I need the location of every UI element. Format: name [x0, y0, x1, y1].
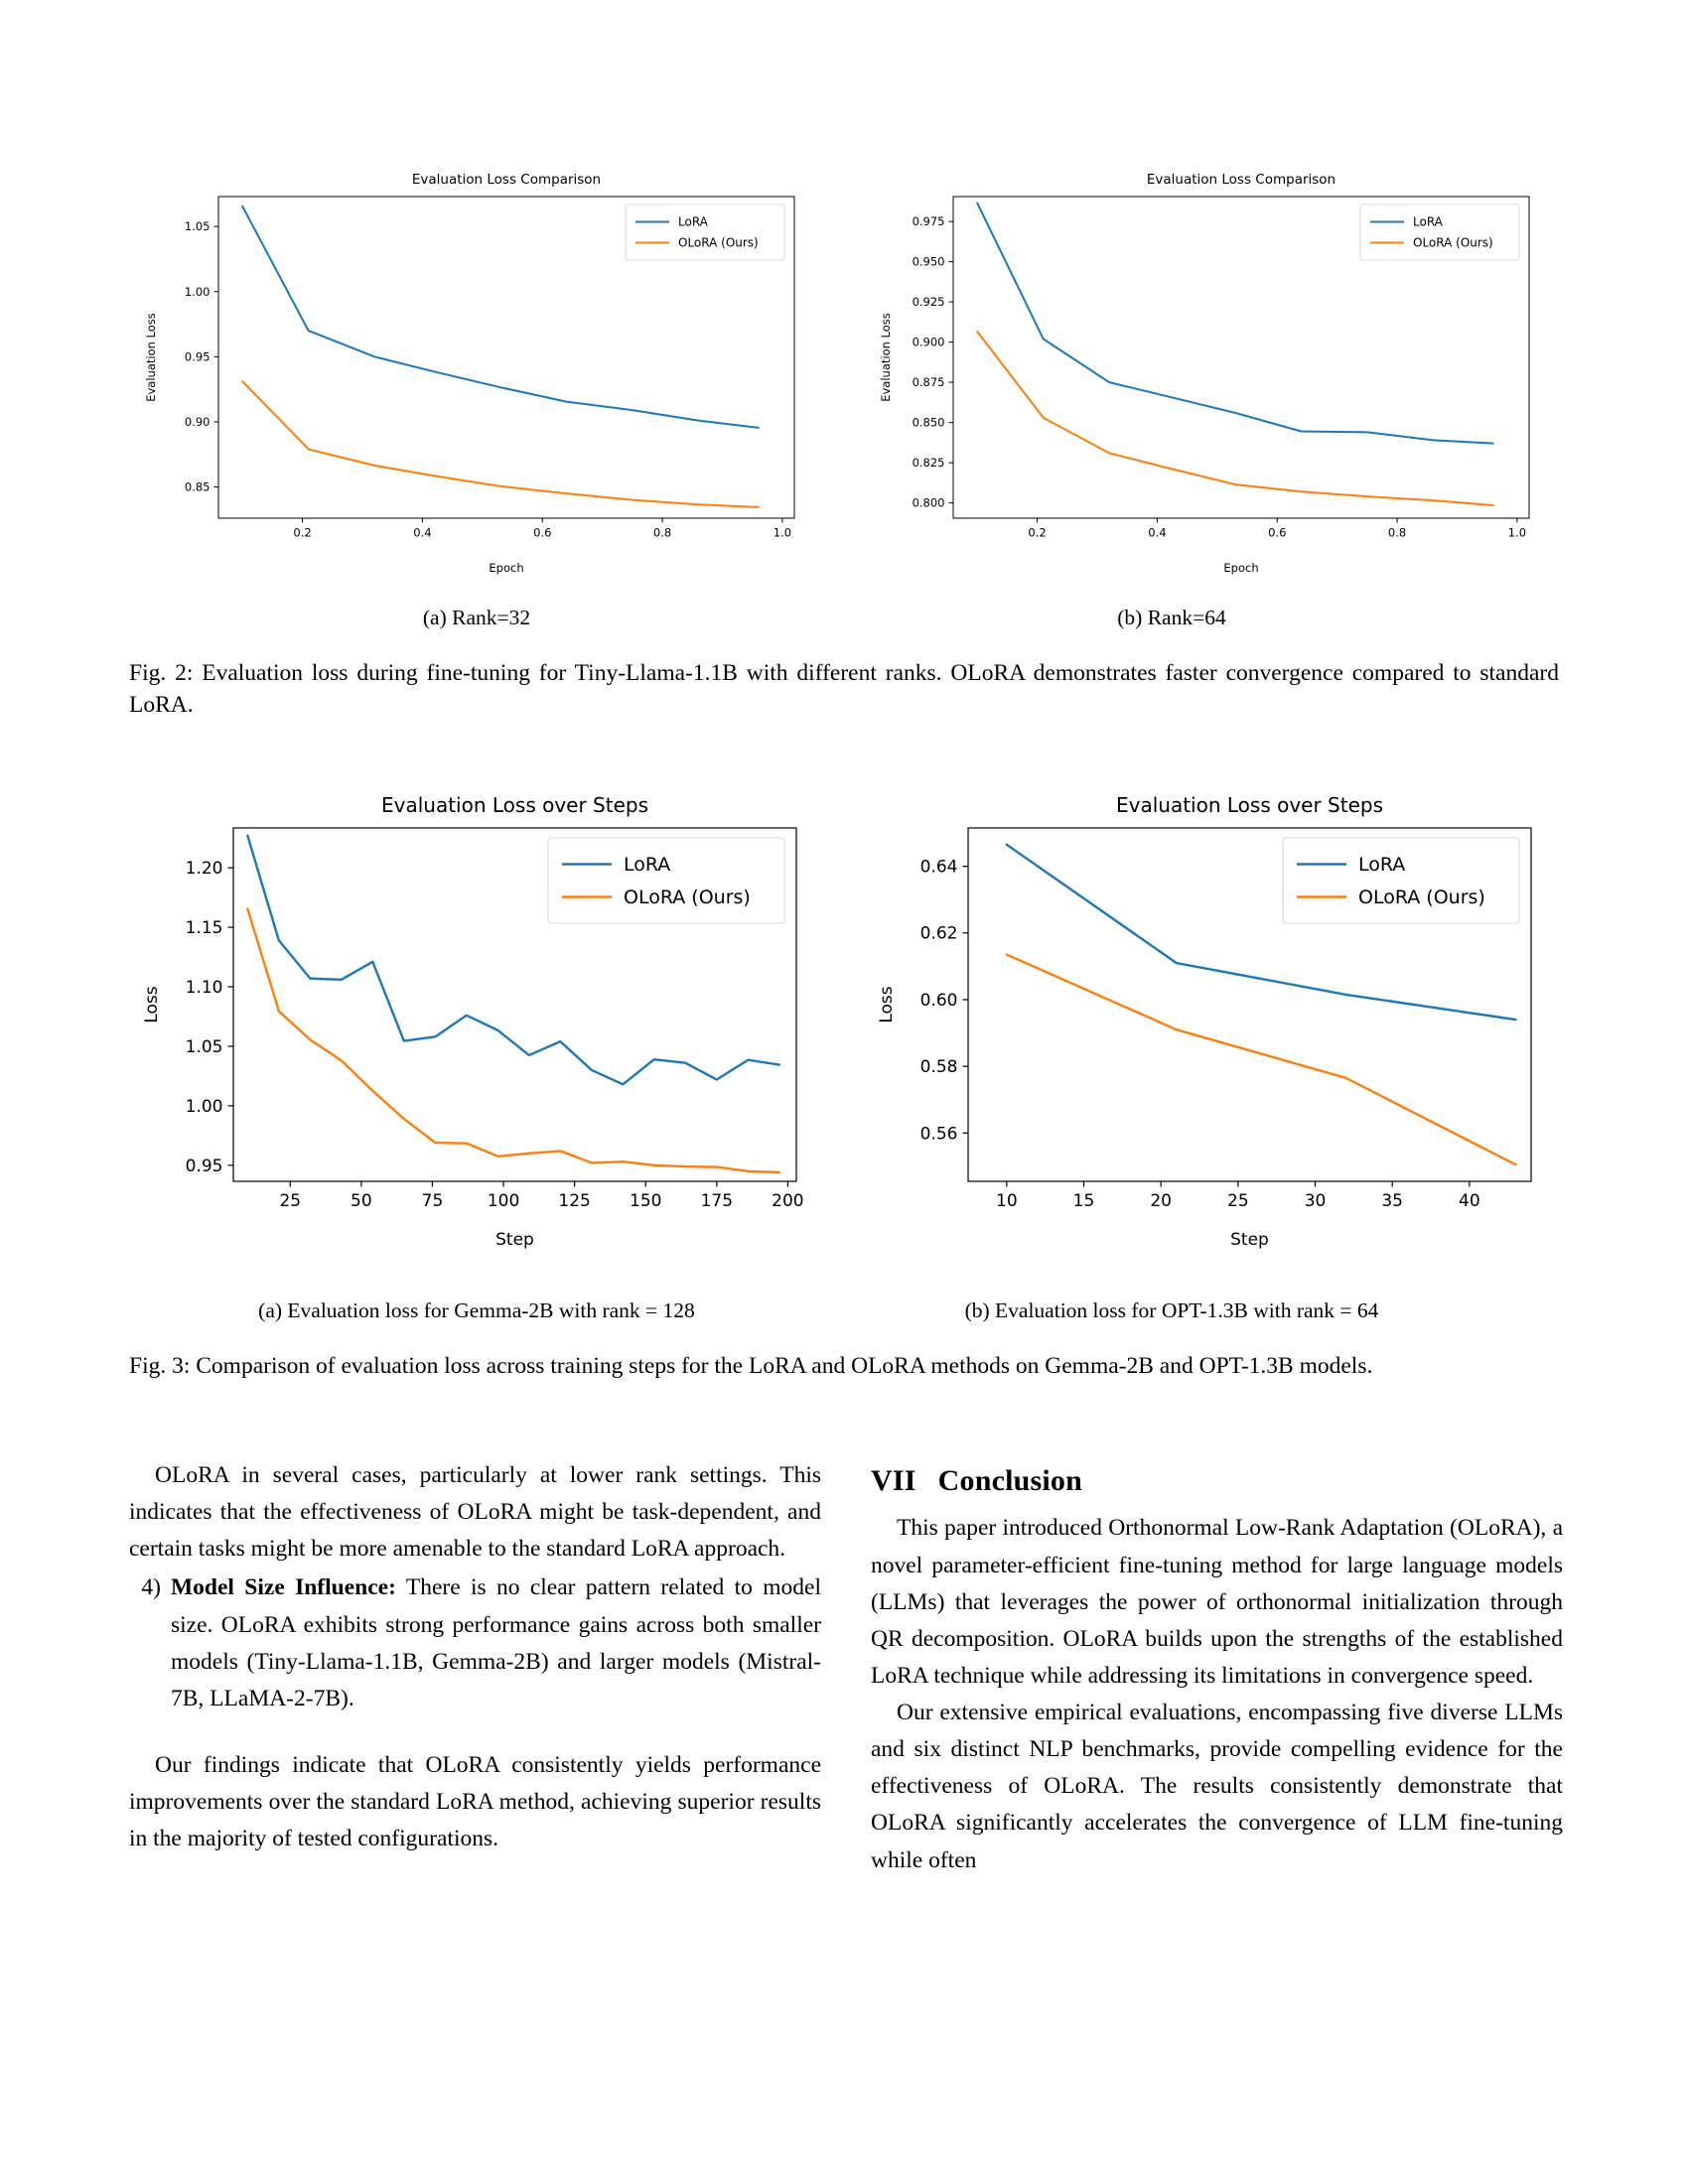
svg-text:1.05: 1.05	[184, 219, 211, 234]
svg-text:Step: Step	[1230, 1230, 1269, 1250]
svg-text:LoRA: LoRA	[678, 214, 708, 229]
svg-text:0.56: 0.56	[919, 1124, 958, 1145]
svg-text:Evaluation Loss: Evaluation Loss	[144, 313, 158, 402]
subcaption-fig2b: (b) Rank=64	[1117, 606, 1226, 629]
svg-text:0.2: 0.2	[1028, 525, 1047, 540]
svg-text:35: 35	[1381, 1190, 1404, 1211]
svg-text:100: 100	[487, 1190, 520, 1211]
subcaption-fig2a: (a) Rank=32	[422, 606, 531, 629]
svg-text:OLoRA (Ours): OLoRA (Ours)	[1413, 235, 1493, 250]
svg-text:0.64: 0.64	[919, 857, 958, 878]
section-heading-conclusion	[871, 1457, 1563, 1504]
svg-text:20: 20	[1150, 1190, 1172, 1211]
figure-2-subcaptions	[129, 606, 1559, 630]
svg-text:OLoRA (Ours): OLoRA (Ours)	[1358, 887, 1485, 909]
svg-text:1.05: 1.05	[185, 1036, 223, 1057]
svg-text:0.62: 0.62	[919, 923, 958, 944]
enum-marker: 4)	[141, 1574, 161, 1601]
subcaption-fig3b: (b) Evaluation loss for OPT-1.3B with rank = 64	[964, 1298, 1379, 1322]
figure-2-caption: Fig. 2: Evaluation loss during fine-tuning for Tiny-Llama-1.1B with different ranks. OLoRA demonstrates faster convergence compared to standard LoRA.	[129, 660, 1559, 719]
svg-text:Evaluation Loss: Evaluation Loss	[879, 313, 893, 402]
svg-text:175: 175	[700, 1190, 734, 1211]
svg-text:0.4: 0.4	[1148, 525, 1167, 540]
svg-text:25: 25	[1227, 1190, 1249, 1211]
chart-cell-fig2b	[864, 149, 1559, 586]
figure-3-subcaptions	[129, 1298, 1559, 1323]
svg-text:0.850: 0.850	[912, 415, 945, 430]
svg-text:200: 200	[772, 1190, 804, 1211]
svg-text:1.00: 1.00	[184, 284, 211, 299]
svg-text:0.60: 0.60	[919, 990, 958, 1011]
svg-text:LoRA: LoRA	[1413, 214, 1443, 229]
svg-text:0.8: 0.8	[1387, 525, 1407, 540]
svg-text:0.8: 0.8	[652, 525, 672, 540]
svg-text:0.4: 0.4	[413, 525, 432, 540]
svg-text:Evaluation Loss Comparison: Evaluation Loss Comparison	[1146, 172, 1336, 188]
paragraph-conclusion-2: Our extensive empirical evaluations, encompassing five diverse LLMs and six distinct NLP benchmarks, provide compelling evidence for the effectiveness of OLoRA. The results consistently demonstrate that OLoRA significantly accelerates the convergence of LLM fine-tuning while often	[871, 1700, 1563, 1873]
chart-fig3b-opt13b	[864, 774, 1559, 1261]
svg-text:1.20: 1.20	[185, 859, 223, 880]
svg-text:25: 25	[279, 1190, 302, 1211]
chart-cell-fig3a	[129, 774, 824, 1261]
svg-text:1.0: 1.0	[773, 525, 792, 540]
chart-fig2a-rank32	[129, 149, 824, 586]
svg-text:50: 50	[351, 1190, 372, 1211]
svg-text:0.6: 0.6	[533, 525, 552, 540]
svg-text:1.10: 1.10	[185, 977, 223, 998]
svg-text:Epoch: Epoch	[1223, 561, 1259, 575]
enum-text: There is no clear pattern related to model size. OLoRA exhibits strong performance gains across both smaller models (Tiny-Llama-1.1B, Gemma-2B) and larger models (Mistral-7B, LLaMA-2-7B).	[171, 1574, 821, 1711]
svg-text:0.950: 0.950	[912, 254, 945, 269]
svg-text:Evaluation Loss over Steps: Evaluation Loss over Steps	[380, 793, 649, 817]
svg-text:0.95: 0.95	[185, 1156, 223, 1176]
svg-text:40: 40	[1459, 1190, 1480, 1211]
paragraph-findings: Our findings indicate that OLoRA consistently yields performance improvements over the standard LoRA method, achieving superior results in the majority of tested configurations.	[129, 1751, 821, 1852]
chart-cell-fig3b	[864, 774, 1559, 1261]
svg-text:15: 15	[1072, 1190, 1095, 1211]
svg-text:30: 30	[1304, 1190, 1327, 1211]
chart-fig2b-rank64	[864, 149, 1559, 586]
paragraph-spacer	[129, 1717, 821, 1747]
svg-text:10: 10	[996, 1190, 1018, 1211]
svg-text:0.90: 0.90	[184, 414, 211, 429]
svg-text:0.825: 0.825	[912, 456, 945, 471]
svg-text:0.6: 0.6	[1268, 525, 1287, 540]
svg-text:1.0: 1.0	[1507, 525, 1527, 540]
svg-text:75: 75	[421, 1190, 444, 1211]
body-columns	[129, 1457, 1564, 1879]
section-title: Conclusion	[937, 1464, 1083, 1497]
left-column	[129, 1457, 821, 1879]
figure-2-charts	[129, 149, 1559, 586]
right-column	[871, 1457, 1563, 1879]
svg-text:Evaluation Loss over Steps: Evaluation Loss over Steps	[1115, 793, 1384, 817]
svg-text:150: 150	[630, 1190, 662, 1211]
svg-text:0.58: 0.58	[919, 1057, 958, 1078]
svg-text:0.975: 0.975	[912, 214, 945, 229]
subcaption-fig3a: (a) Evaluation loss for Gemma-2B with rank = 128	[258, 1298, 695, 1322]
svg-text:1.15: 1.15	[185, 918, 223, 939]
svg-text:125: 125	[558, 1190, 591, 1211]
svg-text:0.875: 0.875	[912, 375, 945, 390]
svg-text:OLoRA (Ours): OLoRA (Ours)	[624, 887, 751, 909]
svg-text:Epoch: Epoch	[489, 561, 524, 575]
svg-text:LoRA: LoRA	[624, 854, 671, 877]
svg-text:OLoRA (Ours): OLoRA (Ours)	[678, 235, 759, 250]
paragraph-conclusion-1: This paper introduced Orthonormal Low-Rank Adaptation (OLoRA), a novel parameter-efficient fine-tuning method for large language models (LLMs) that leverages the power of orthonormal initialization through QR decomposition. OLoRA builds upon the strengths of the established LoRA technique while addressing its limitations in convergence speed.	[871, 1515, 1563, 1689]
chart-cell-fig2a	[129, 149, 824, 586]
svg-text:0.800: 0.800	[912, 495, 945, 510]
svg-text:Loss: Loss	[877, 986, 897, 1024]
svg-text:Step: Step	[495, 1230, 534, 1250]
chart-fig3a-gemma2b	[129, 774, 824, 1261]
svg-text:Loss: Loss	[142, 986, 162, 1024]
enumerated-item-4	[129, 1570, 821, 1717]
enum-body	[171, 1570, 821, 1717]
enum-bold-lead: Model Size Influence:	[171, 1574, 396, 1601]
svg-text:0.2: 0.2	[293, 525, 312, 540]
svg-text:0.900: 0.900	[912, 335, 945, 349]
svg-text:0.95: 0.95	[184, 349, 211, 364]
svg-text:0.85: 0.85	[184, 479, 211, 494]
svg-text:0.925: 0.925	[912, 295, 945, 310]
svg-text:LoRA: LoRA	[1358, 854, 1406, 877]
paragraph-continued: OLoRA in several cases, particularly at lower rank settings. This indicates that the effectiveness of OLoRA might be task-dependent, and certain tasks might be more amenable to the standard LoRA approach.	[129, 1462, 821, 1563]
figure-3-charts	[129, 774, 1559, 1261]
svg-text:1.00: 1.00	[185, 1096, 223, 1117]
section-numeral: VII	[871, 1464, 916, 1497]
figure-3-caption: Fig. 3: Comparison of evaluation loss across training steps for the LoRA and OLoRA methods on Gemma-2B and OPT-1.3B models.	[129, 1353, 1373, 1379]
svg-text:Evaluation Loss Comparison: Evaluation Loss Comparison	[411, 172, 602, 188]
